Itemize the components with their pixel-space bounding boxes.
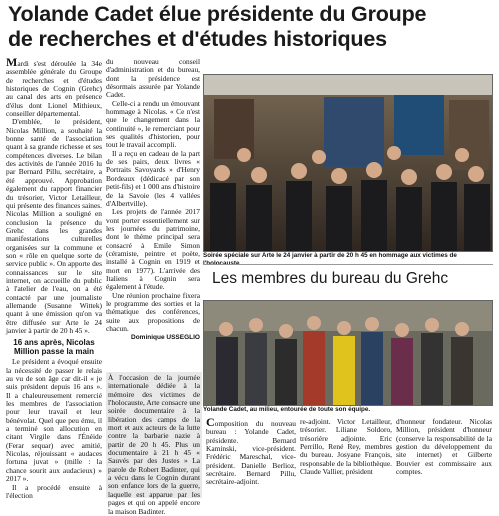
drop-cap: C <box>206 415 215 429</box>
drop-cap: M <box>6 55 18 69</box>
paragraph: Composition du nouveau bureau : Yolande Cadet, présidente. Bernard Kaminski, vice-président. Frédéric Mareschal, vice-président. Danielle Berlioz, secrétaire. Bernard Pillu, secrétaire-adjoint. <box>206 415 296 487</box>
bureau-members-photo <box>203 300 493 406</box>
paragraph: D'emblée, le président, Nicolas Million, a souhaité la bonne santé de l'association quant à sa grande richesse et ses compétences diverses. Le bilan des activités de l'année 2016 lu par Bernard Pillu, secrétaire, a été approuvé. Approbation également du rapport financier du trésorier, Victor Letailleur, qui présente des finances saines. Nicolas Million a souligné en conclusion la présence du Grehc dans les grandes manifestations culturelles organisées sur la commune et son « rôle en quelque sorte de service public ». On apporte des connaissances sur le site internet, on accueille du public à l'atelier de l'eau, on a été contacté par une journaliste allemande (Susanne Wittek) quant à une émission qu'on va être diffusée sur Arte le 24 janvier à partir de 20 h 45 ». <box>6 117 102 335</box>
bureau-members-photo-image <box>204 301 492 405</box>
column-1 <box>6 55 102 500</box>
photo-1-caption: Soirée spéciale sur Arte le 24 janvier à partir de 20 h 45 en hommage aux victimes de <box>203 252 457 259</box>
section-divider <box>203 264 493 265</box>
article-headline <box>8 2 494 52</box>
headline-line-1: Yolande Cadet élue présidente du Groupe <box>8 2 427 26</box>
paragraph: Une réunion prochaine fixera le programme des sorties et la thématique des conférences, suite aux propositions de chacun. <box>106 290 200 333</box>
photo-2-caption: Yolande Cadet, au milieu, entourée de toute son équipe. <box>203 406 371 413</box>
bureau-column-3 <box>396 418 492 500</box>
paragraph: du nouveau conseil d'administration et du bureau, dont la présidence est désormais assurée par Yolande Cadet. <box>106 57 200 100</box>
audience-photo-image <box>204 75 492 251</box>
box-text: À l'occasion de la journée internationale dédiée à la mémoire des victimes de l'holocauste, Arte consacre une soirée documentaire à la libération des camps de la mort et aux acteurs de la lutte contre la barbarie nazie à partir de 20 h 45. Plus un documentaire à 21 h 45 « Sauvés par des Justes » La parole de Robert Badinter, qui a vécu dans le Cognin durant son enfance lors de la guerre, laquelle est apparue par les pages et qui on appelé encore la maison Badinter. <box>108 373 200 516</box>
section-heading: Les membres du bureau du Grehc <box>212 270 449 287</box>
paragraph: re-adjoint. Victor Letailleur, trésorier. Liliane Soldoro, trésorière adjointe. Eric Perrillo, René Rey, membres du bureau. Josyane François, responsable de la bibliothèque. Claude Vallier, président <box>300 417 392 477</box>
column-2 <box>106 58 200 368</box>
bureau-column-1 <box>206 415 296 500</box>
audience-photo <box>203 74 493 252</box>
paragraph: Le président a évoqué ensuite la nécessité de passer le relais au vu de son âge car dit-il « je suis président depuis 16 ans ». Il a chaleureusement remercié les membres de l'association pour leur travail et leur bénévolat. Quel que peu ému, il a terminé son allocution en citant Virgile dans l'Énéide (Ferar sequar) avec amitié, Nicolas, réjouissant « audaces fortuna juvat » (mille : la chance sourit aux audacieux) » 2017 ». <box>6 357 102 484</box>
paragraph: Les projets de l'année 2017 vont porter essentiellement sur les journées du patrimoine, dont le thème principal sera consacré à Emile Simon (céramiste, peintre et poète, installé à Cognin en 1919 et mort en 1977). L'arrivée des Italiens à Cognin sera également à l'étude. <box>106 207 200 292</box>
arte-info-box <box>106 372 202 516</box>
bureau-column-2 <box>300 418 392 500</box>
paragraph: Il a reçu en cadeau de la part de ses pairs, deux livres « Portraits Savoyards » d'Henry Bordeaux (dédicacé par son petit-fils) et 1 000 ans d'histoire de la Savoie (les 4 vallées d'Albertville). <box>106 148 200 208</box>
subheading: 16 ans après, Nicolas Million passe la main <box>13 338 95 357</box>
paragraph: d'honneur fondateur. Nicolas Million, président d'honneur (conserve la responsabilité de la gestion du développement du site internet) et Gilberte Bouvier est commissaire aux comptes. <box>396 417 492 477</box>
headline-line-2: de recherches et d'études historiques <box>8 27 387 51</box>
author-signature: Dominique USSEGLIO <box>131 334 200 342</box>
paragraph: Celle-ci a rendu un émouvant hommage à Nicolas. « Ce n'est que le changement dans la continuité », le remerciant pour ses qualités d'historien, pour tout le travail accompli. <box>106 98 200 150</box>
paragraph: Mardi s'est déroulée la 34e assemblée générale du Groupe de recherches et d'études historiques de Cognin (Grehc) au canal des arts en présence d'élus dont Lionel Mithieux, conseiller départemental. <box>6 55 102 119</box>
paragraph: Il a procédé ensuite à l'élection <box>6 482 102 500</box>
